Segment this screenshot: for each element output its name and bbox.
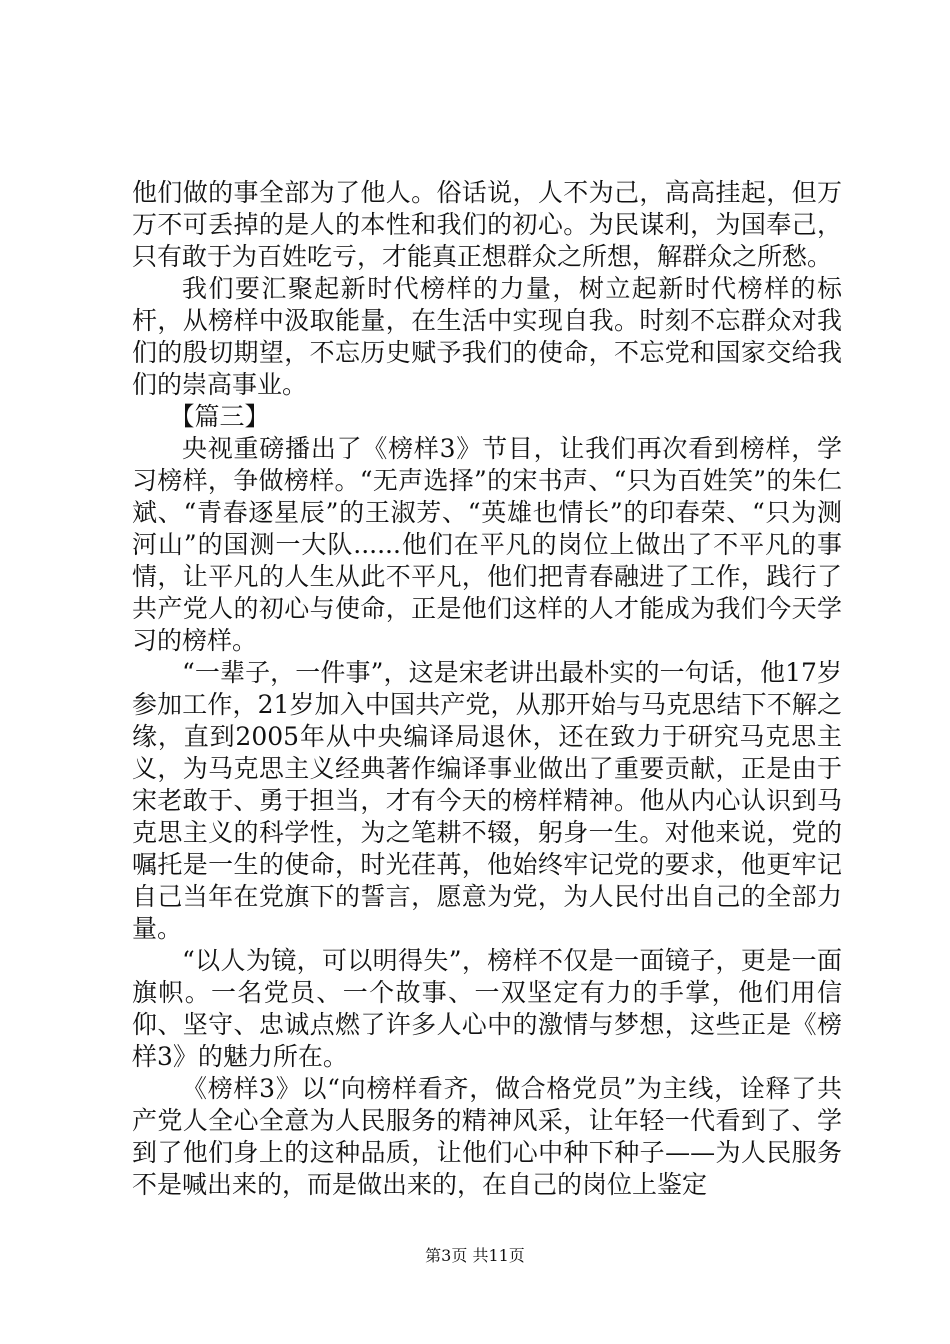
paragraph-continued: 他们做的事全部为了他人。俗话说，人不为己，高高挂起，但万万不可丢掉的是人的本性和我们的初心。为民谋利，为国奉己，只有敢于为百姓吃亏，才能真正想群众之所想，解群众之所愁。 — [132, 178, 842, 271]
page-footer: 第3页 共11页 — [425, 1246, 525, 1265]
document-body — [132, 177, 842, 1201]
section-heading-part-three: 【篇三】 — [169, 402, 270, 431]
paragraph-program-intro: 央视重磅播出了《榜样3》节目，让我们再次看到榜样，学习榜样，争做榜样。“无声选择”的宋书声、“只为百姓笑”的朱仁斌、“青春逐星辰”的王淑芳、“英雄也情长”的印春荣、“只为测河山”的国测一大队......他们在平凡的岗位上做出了不平凡的事情，让平凡的人生从此不平凡，他们把青春融进了工作，践行了共产党人的初心与使命，正是他们这样的人才能成为我们今天学习的榜样。 — [132, 434, 842, 655]
paragraph-role-model-power: 我们要汇聚起新时代榜样的力量，树立起新时代榜样的标杆，从榜样中汲取能量，在生活中实现自我。时刻不忘群众对我们的殷切期望，不忘历史赋予我们的使命，不忘党和国家交给我们的崇高事业。 — [132, 274, 842, 399]
paragraph-song-shusheng: “一辈子，一件事”，这是宋老讲出最朴实的一句话，他17岁参加工作，21岁加入中国共产党，从那开始与马克思结下不解之缘，直到2005年从中央编译局退休，还在致力于研究马克思主义，为马克思主义经典著作编译事业做出了重要贡献，正是由于宋老敢于、勇于担当，才有今天的榜样精神。他从内心认识到马克思主义的科学性，为之笔耕不辍，躬身一生。对他来说，党的嘱托是一生的使命，时光荏苒，他始终牢记党的要求，他更牢记自己当年在党旗下的誓言，愿意为党，为人民付出自己的全部力量。 — [132, 658, 842, 943]
paragraph-mirror-flag: “以人为镜，可以明得失”，榜样不仅是一面镜子，更是一面旗帜。一名党员、一个故事、一双坚定有力的手掌，他们用信仰、坚守、忠诚点燃了许多人心中的激情与梦想，这些正是《榜样3》的魅力所在。 — [132, 946, 842, 1071]
paragraph-main-theme: 《榜样3》以“向榜样看齐，做合格党员”为主线，诠释了共产党人全心全意为人民服务的精神风采，让年轻一代看到了、学到了他们身上的这种品质，让他们心中种下种子——为人民服务不是喊出来的，而是做出来的，在自己的岗位上鉴定 — [132, 1074, 842, 1199]
